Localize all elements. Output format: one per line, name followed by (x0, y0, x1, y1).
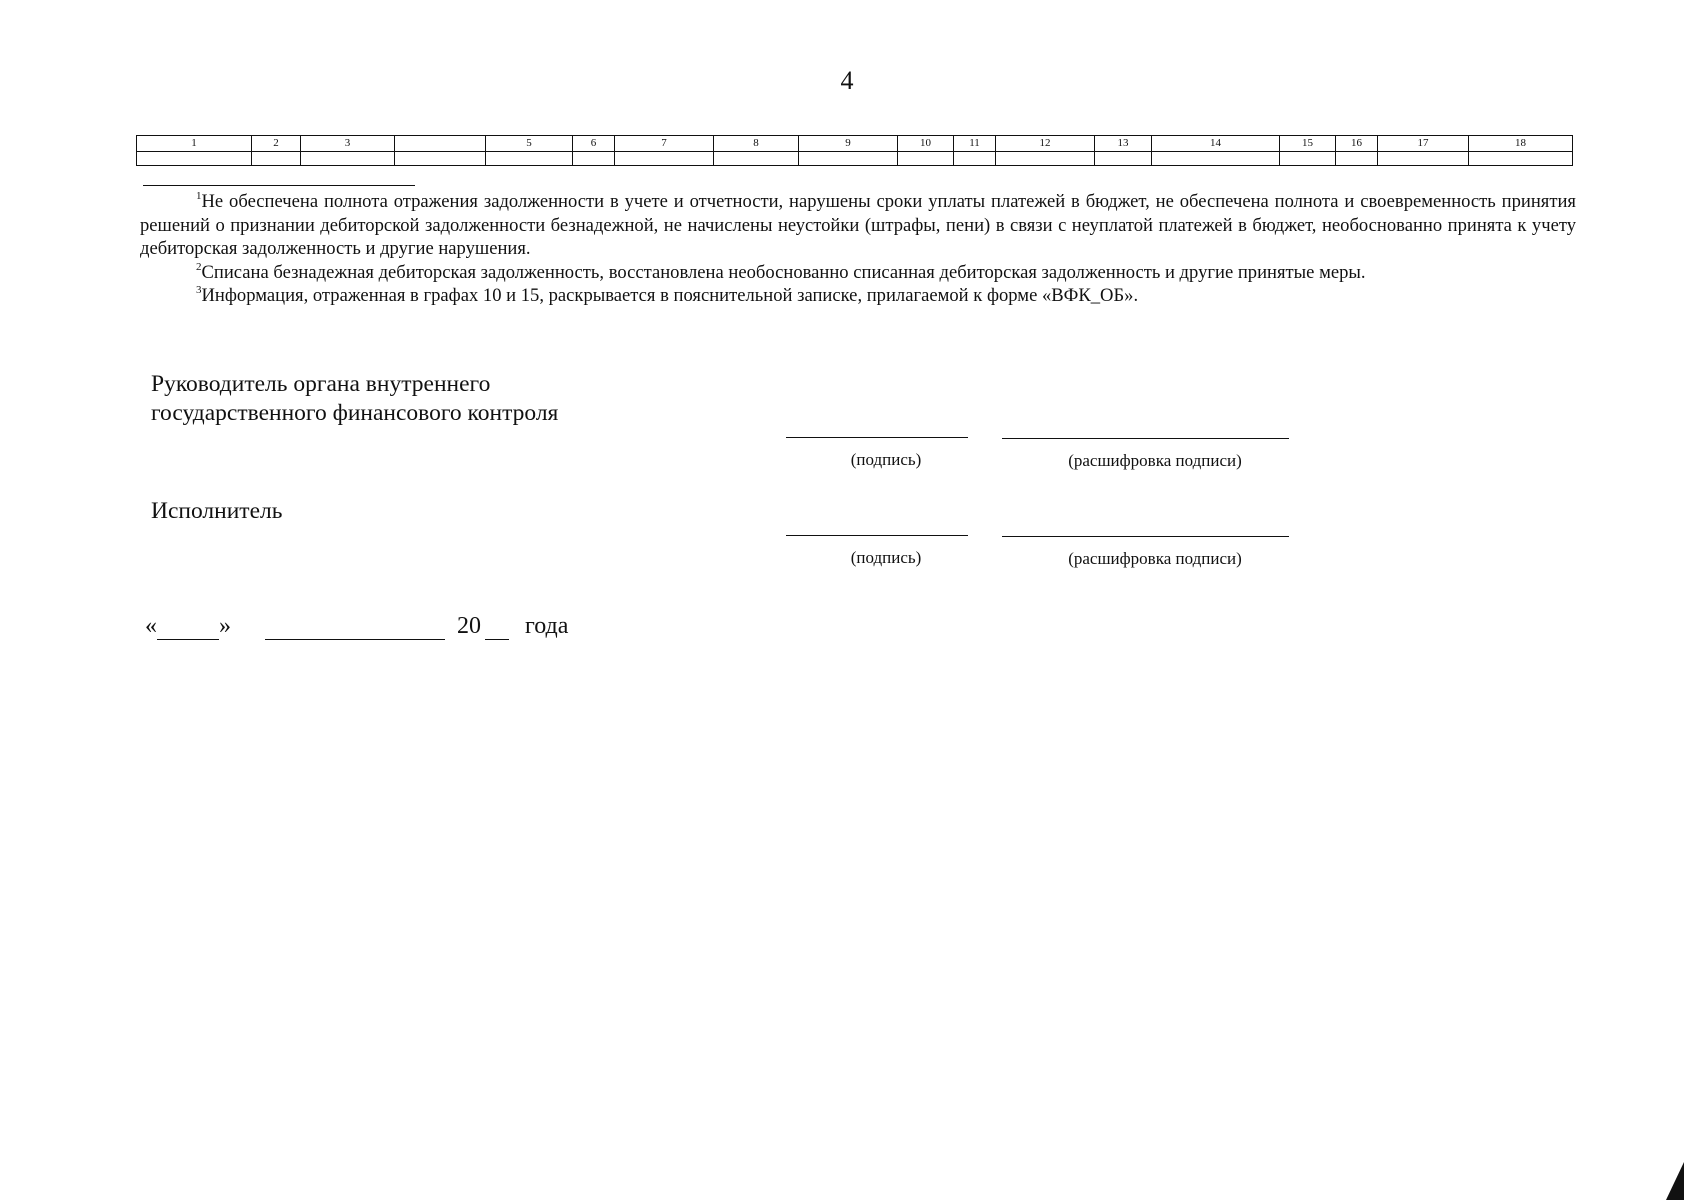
table-cell (1152, 152, 1280, 166)
column-number: 7 (615, 136, 714, 152)
table-cell (301, 152, 395, 166)
column-number: 6 (573, 136, 615, 152)
page-corner-fold (1666, 1162, 1684, 1200)
footnote-mark: 3 (196, 284, 202, 296)
footnote-text: Информация, отраженная в графах 10 и 15, раскрывается в пояснительной записке, прилагаемой к форме «ВФК_ОБ». (201, 285, 1139, 306)
table-cell (486, 152, 573, 166)
open-quote: « (145, 613, 157, 639)
executor-signature-line[interactable] (786, 535, 968, 536)
column-number: 17 (1378, 136, 1469, 152)
table-cell (996, 152, 1095, 166)
date-line (145, 613, 568, 640)
close-quote: » (219, 613, 231, 639)
century-prefix: 20 (457, 613, 481, 639)
table-cell (1280, 152, 1336, 166)
head-label-line: Руководитель органа внутреннего (151, 371, 491, 397)
column-number: 2 (252, 136, 301, 152)
column-number: 8 (714, 136, 799, 152)
year-blank[interactable] (485, 617, 509, 640)
table-cell (137, 152, 252, 166)
column-number: 3 (301, 136, 395, 152)
table-cell (252, 152, 301, 166)
table-cell (954, 152, 996, 166)
footnote-2 (140, 261, 1576, 285)
column-number: 11 (954, 136, 996, 152)
month-blank[interactable] (265, 617, 445, 640)
signature-caption: (подпись) (850, 548, 922, 567)
column-number: 14 (1152, 136, 1280, 152)
footnotes (140, 190, 1576, 308)
column-numbers-table (136, 135, 1573, 166)
column-number: 13 (1095, 136, 1152, 152)
table-cell (573, 152, 615, 166)
column-number: 10 (898, 136, 954, 152)
table-cell (1469, 152, 1573, 166)
table-cell (898, 152, 954, 166)
footnote-mark: 1 (196, 190, 202, 202)
column-number: 15 (1280, 136, 1336, 152)
year-word: года (525, 613, 569, 639)
footnote-mark: 2 (196, 260, 202, 273)
executor-decoding-line[interactable] (1002, 536, 1289, 537)
footnote-1 (140, 190, 1576, 261)
table-cell (1378, 152, 1469, 166)
decoding-caption: (расшифровка подписи) (1068, 549, 1242, 568)
column-number: 5 (486, 136, 573, 152)
empty-table-row (137, 152, 1573, 166)
table-cell (799, 152, 898, 166)
column-number (395, 136, 486, 152)
head-of-control-body-label (151, 370, 558, 428)
table-cell (1336, 152, 1378, 166)
table-cell (395, 152, 486, 166)
column-number: 12 (996, 136, 1095, 152)
table-cell (714, 152, 799, 166)
executor-label: Исполнитель (151, 498, 283, 524)
column-number: 1 (137, 136, 252, 152)
page-number: 4 (840, 66, 854, 95)
day-blank[interactable] (157, 617, 219, 640)
table-cell (615, 152, 714, 166)
head-label-line: государственного финансового контроля (151, 400, 559, 426)
table-cell (1095, 152, 1152, 166)
head-signature-line[interactable] (786, 437, 968, 438)
signature-caption: (подпись) (850, 450, 922, 469)
footnote-text: Не обеспечена полнота отражения задолженности в учете и отчетности, нарушены сроки уплаты платежей в бюджет, не обеспечена полнота и своевременность принятия решений о признании дебиторской задолженности безнадежной, не начислены неустойки (штрафы, пени) в связи с неуплатой платежей в бюджет, необоснованно принята к учету дебиторская задолженность и другие нарушения. (140, 191, 1576, 259)
column-number-row (137, 136, 1573, 152)
column-number: 16 (1336, 136, 1378, 152)
footnote-text: Списана безнадежная дебиторская задолженность, восстановлена необоснованно списанная дебиторская задолженность и другие принятые меры. (201, 261, 1366, 283)
footnote-3 (140, 284, 1576, 308)
decoding-caption: (расшифровка подписи) (1068, 451, 1242, 470)
column-number: 18 (1469, 136, 1573, 152)
footnote-separator (143, 185, 415, 186)
column-number: 9 (799, 136, 898, 152)
head-decoding-line[interactable] (1002, 438, 1289, 439)
